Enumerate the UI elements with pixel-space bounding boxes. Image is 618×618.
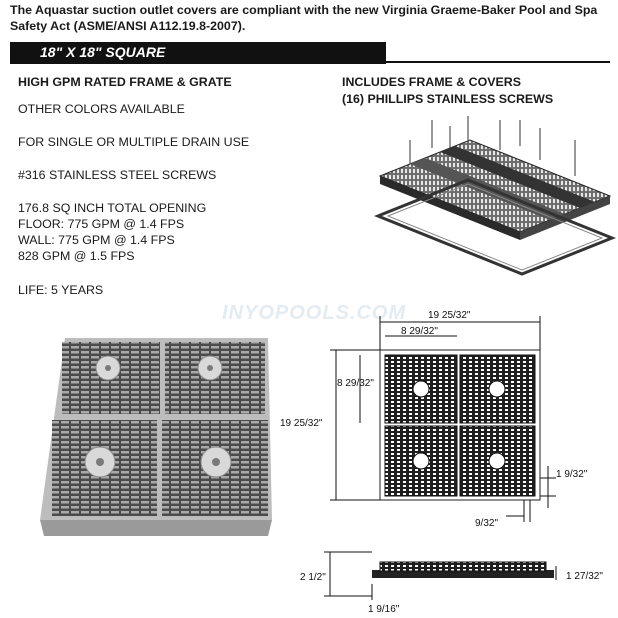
- includes-line-2: (16) PHILLIPS STAINLESS SCREWS: [342, 92, 554, 106]
- feature-wall: WALL: 775 GPM @ 1.4 FPS: [18, 233, 175, 247]
- banner-title: 18" X 18" SQUARE: [40, 44, 166, 60]
- dim-overall-height: 19 25/32": [280, 418, 323, 429]
- dim-frame-height: 1 27/32": [566, 571, 603, 582]
- dim-inner-height: 8 29/32": [337, 378, 374, 389]
- intro-text: The Aquastar suction outlet covers are compliant with the new Virginia Graeme-Baker Pool and Spa Safety Act (ASME/ANSI A112.19.8-2007).: [10, 3, 598, 33]
- feature-rate: 828 GPM @ 1.5 FPS: [18, 249, 135, 263]
- dim-rim: 1 9/32": [556, 469, 588, 480]
- top-view-drawing: [330, 316, 556, 522]
- feature-screws: #316 STAINLESS STEEL SCREWS: [18, 168, 217, 182]
- dim-inner-width: 8 29/32": [401, 326, 438, 337]
- grate-photo: [40, 338, 272, 536]
- feature-drain-use: FOR SINGLE OR MULTIPLE DRAIN USE: [18, 135, 250, 149]
- feature-life: LIFE: 5 YEARS: [18, 283, 104, 297]
- feature-gpm: HIGH GPM RATED FRAME & GRATE: [18, 75, 232, 89]
- includes-line-1: INCLUDES FRAME & COVERS: [342, 75, 521, 89]
- exploded-view-illustration: [378, 116, 612, 274]
- feature-floor: FLOOR: 775 GPM @ 1.4 FPS: [18, 217, 185, 231]
- side-profile-drawing: [324, 552, 556, 600]
- feature-opening: 176.8 SQ INCH TOTAL OPENING: [18, 201, 207, 215]
- dim-total-height: 2 1/2": [300, 572, 326, 583]
- dim-bottom-offset: 9/32": [475, 518, 499, 529]
- watermark: INYOPOOLS.COM: [222, 302, 407, 324]
- dim-overall-width: 19 25/32": [428, 310, 471, 321]
- feature-colors: OTHER COLORS AVAILABLE: [18, 102, 185, 116]
- dim-step: 1 9/16": [368, 604, 400, 615]
